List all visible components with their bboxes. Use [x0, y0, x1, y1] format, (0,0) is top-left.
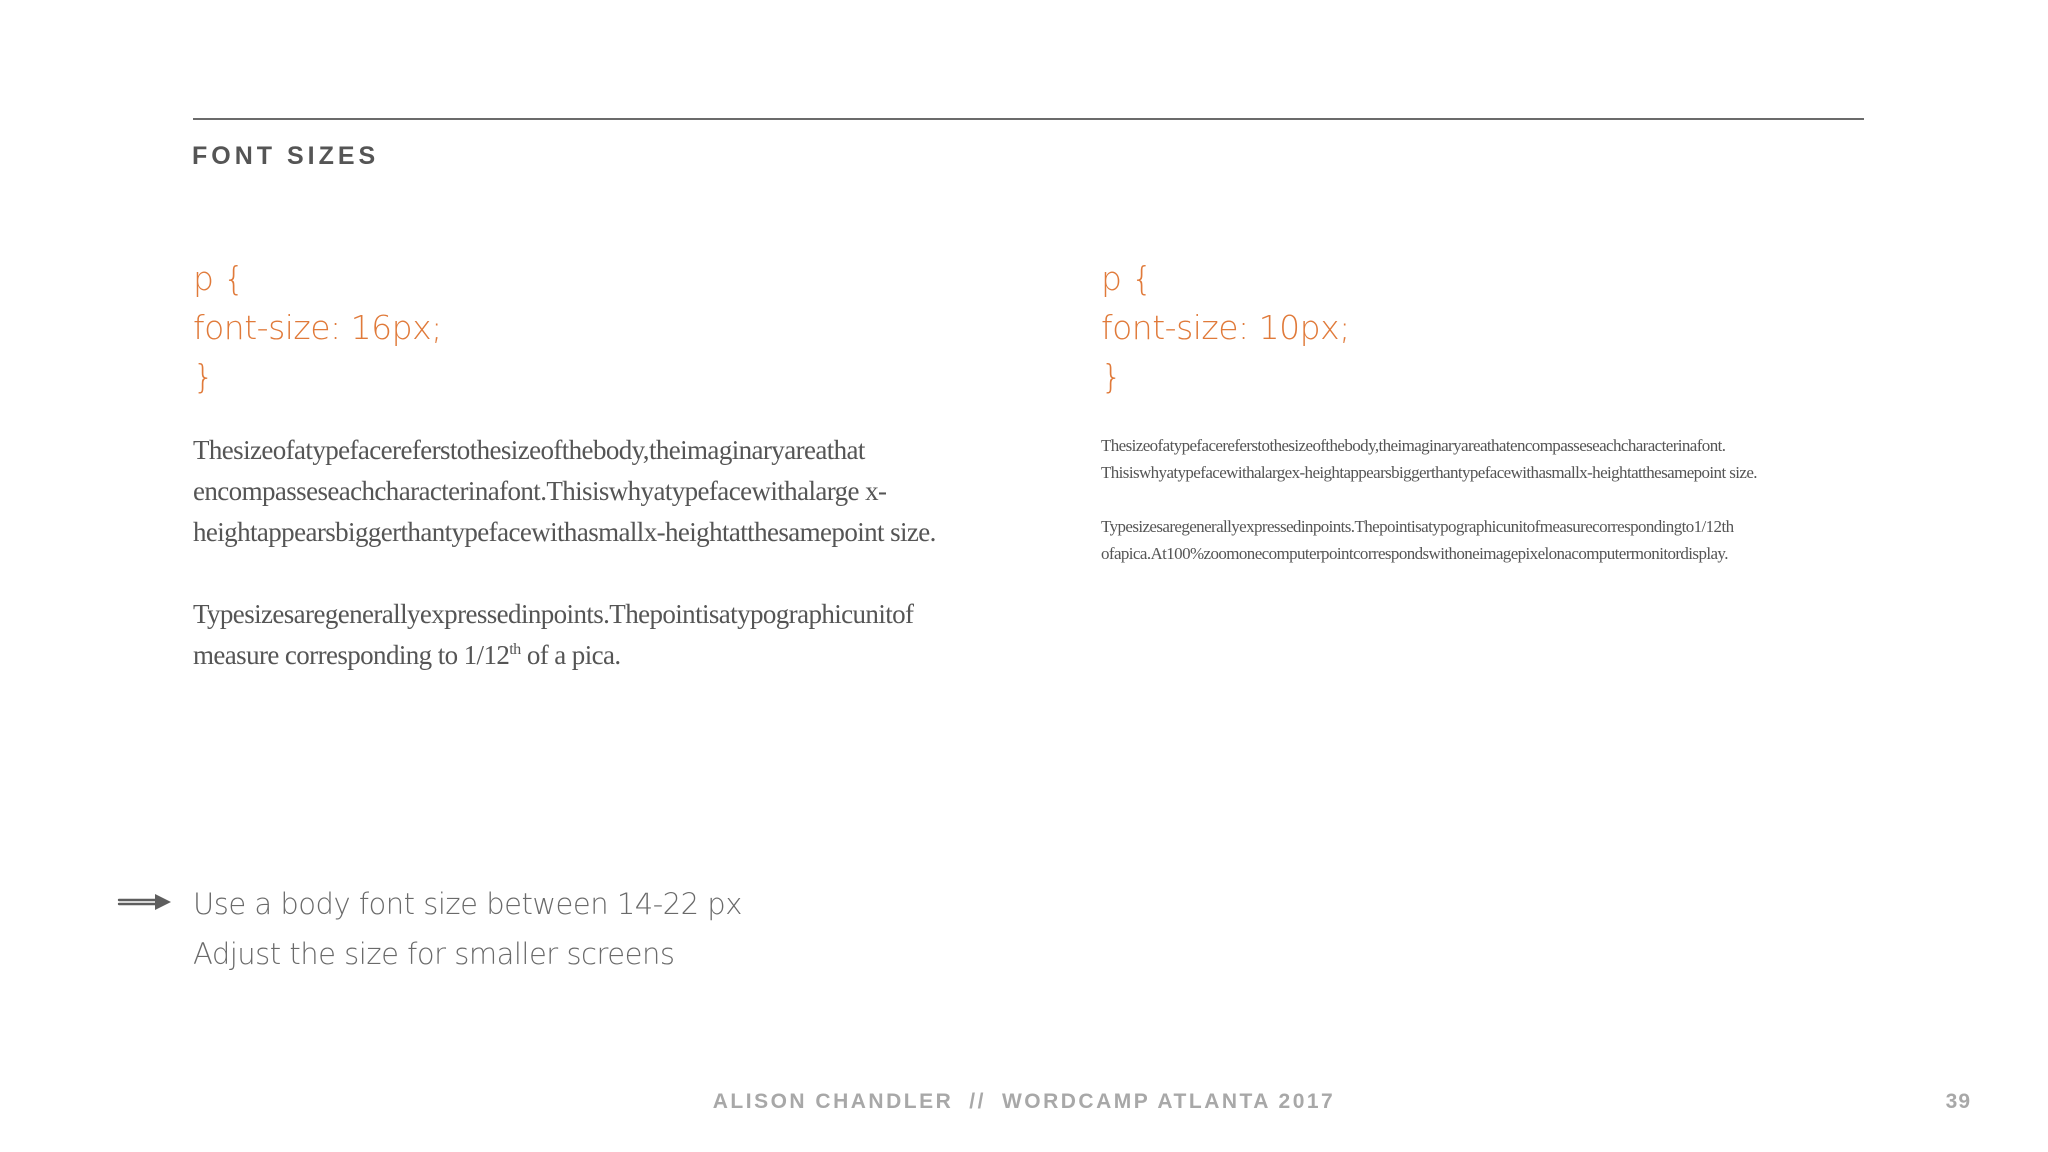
tip-item: Use a body font size between 14-22 px: [193, 887, 742, 921]
sample-paragraph: Thesizeofatypefacereferstothesizeofthebody,theimaginaryareathat encompasseseachcharacterinafont.Thisiswhyatypefacewithalarge x-heightappearsbiggerthantypefacewithasmallx-heightatthesamepoint size.: [193, 435, 936, 547]
code-line: p {: [193, 259, 244, 298]
tip-item: Adjust the size for smaller screens: [193, 937, 675, 971]
section-title: FONT SIZES: [192, 142, 380, 170]
code-example-10px: [1101, 254, 1350, 401]
sample-text-16px: [193, 430, 973, 676]
footer-separator: //: [969, 1090, 986, 1113]
arrow-right-icon: [117, 890, 173, 914]
tips-list: [193, 879, 742, 979]
code-line: p {: [1101, 259, 1152, 298]
code-example-16px: [193, 254, 442, 401]
code-line: }: [1101, 357, 1122, 396]
superscript: th: [509, 640, 521, 658]
code-line: }: [193, 357, 214, 396]
footer-event: WORDCAMP ATLANTA 2017: [1001, 1090, 1336, 1113]
code-line: font-size: 10px;: [1101, 308, 1350, 347]
sample-paragraph: Thesizeofatypefacereferstothesizeofthebody,theimaginaryareathatencompasseseachcharacterinafont. Thisiswhyatypefacewithalargex-heightappearsbiggerthantypefacewithasmallx-heightatthesamepoint size.: [1101, 436, 1757, 482]
sample-paragraph-text: Typesizesaregenerallyexpressedinpoints.Thepointisatypographicunitof measure corresponding to 1/12: [193, 599, 914, 670]
footer-author: ALISON CHANDLER: [712, 1090, 954, 1113]
footer: [0, 1090, 2048, 1114]
sample-paragraph: [193, 594, 973, 676]
top-rule: [193, 118, 1864, 120]
sample-paragraph-text: of a pica.: [520, 640, 621, 670]
code-line: font-size: 16px;: [193, 308, 442, 347]
sample-paragraph: Typesizesaregenerallyexpressedinpoints.Thepointisatypographicunitofmeasurecorrespondingto1/12th ofapica.At100%zoomonecomputerpointcorrespondswithoneimagepixelonacomputermonitordisplay.: [1101, 517, 1734, 563]
sample-text-10px: [1101, 432, 1871, 567]
page-number: 39: [1945, 1090, 1971, 1113]
